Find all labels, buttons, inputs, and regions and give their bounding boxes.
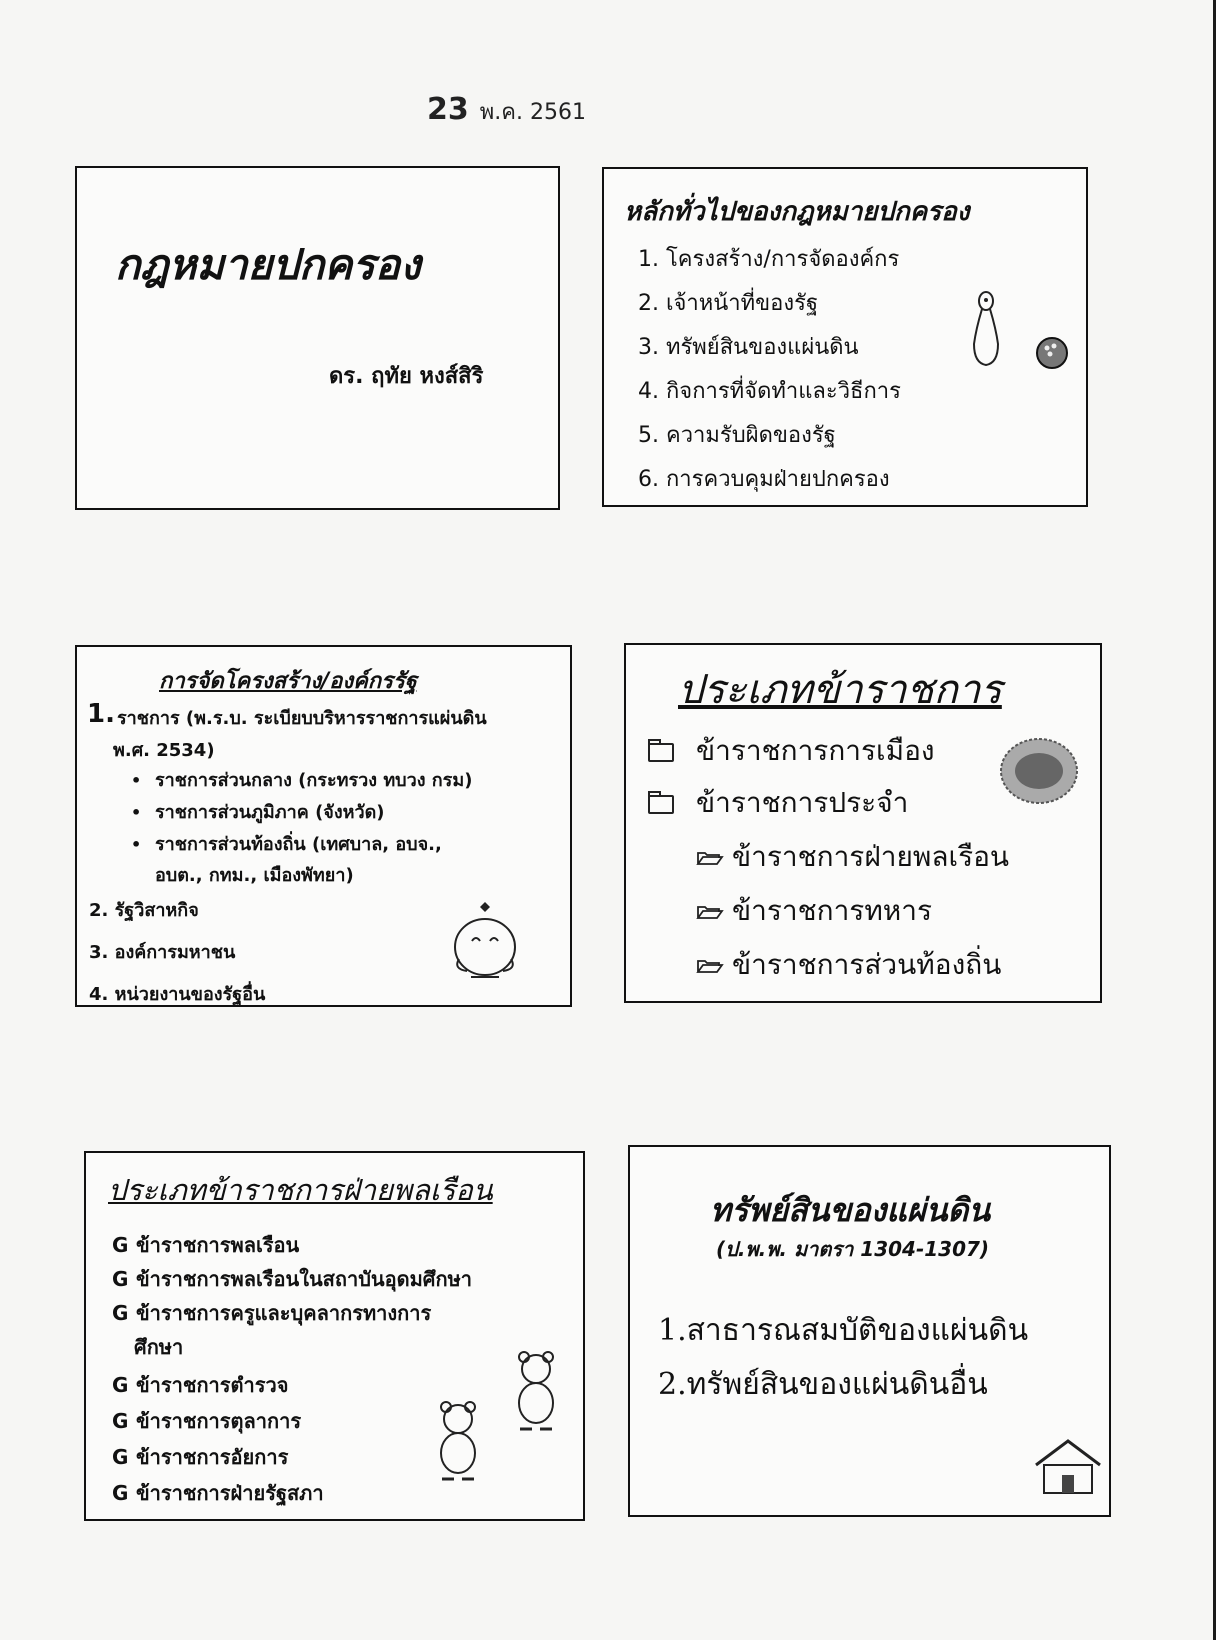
folder-icon [648,795,674,814]
servant-main-item-text: ข้าราชการการเมือง [696,734,935,767]
servant-main-item-text: ข้าราชการประจำ [696,786,909,819]
slide-state-property-subtitle: (ป.พ.พ. มาตรา 1304-1307) [716,1237,990,1261]
principle-item: 4. กิจการที่จัดทำและวิธีการ [638,379,901,404]
civilian-item-text: ข้าราชการพลเรือนในสถาบันอุดมศึกษา [136,1267,472,1291]
civilian-item-text: ข้าราชการตำรวจ [136,1373,289,1397]
folder-icon [648,743,674,762]
civilian-item-text: ข้าราชการครูและบุคลากรทางการ [136,1301,432,1325]
principle-item: 5. ความรับผิดของรัฐ [638,423,836,448]
bullet-g-icon: G [112,1373,129,1397]
servant-sub-item-text: ข้าราชการส่วนท้องถิ่น [732,948,1002,981]
slide-civil-servant-types-title: ประเภทข้าราชการ [678,667,1002,713]
civilian-item [112,1477,324,1509]
servant-sub-item-text: ข้าราชการฝ่ายพลเรือน [732,840,1010,873]
structure-item: 2. รัฐวิสาหกิจ [89,900,199,921]
date-day: 23 [427,92,469,127]
bullet-g-icon: G [112,1233,129,1257]
bullet-dot: • [131,803,142,822]
house-icon [1030,1435,1106,1499]
slide-title [75,166,560,510]
structure-bullet-text: ราชการส่วนกลาง (กระทรวง ทบวง กรม) [155,770,473,791]
slide-organization-structure-title: การจัดโครงสร้าง/องค์กรรัฐ [159,669,417,694]
civilian-item-text: ข้าราชการฝ่ายรัฐสภา [136,1481,324,1505]
slide-title-author: ดร. ฤทัย หงส์สิริ [329,364,484,389]
slide-civilian-servant-types [84,1151,585,1521]
structure-bullet-text: ราชการส่วนท้องถิ่น (เทศบาล, อบจ., [155,834,442,855]
servant-sub-item-text: ข้าราชการทหาร [732,894,933,927]
open-folder-icon [696,958,724,974]
servant-sub-item [696,835,1009,879]
bullet-dot: • [131,771,142,790]
servant-sub-item [696,889,932,933]
structure-item-number: 1. [87,699,115,729]
servant-main-item [648,781,908,825]
civilian-item [112,1229,299,1261]
bullet-g-icon: G [112,1481,129,1505]
slide-state-property [628,1145,1111,1517]
shell-icon [996,733,1082,809]
bullet-g-icon: G [112,1301,129,1325]
slide-state-property-title: ทรัพย์สินของแผ่นดิน [710,1191,991,1229]
civilian-item [112,1369,288,1401]
structure-bullet [131,765,472,794]
open-folder-icon [696,904,724,920]
slide-organization-structure [75,645,572,1007]
structure-item: 3. องค์การมหาชน [89,942,236,963]
bullet-g-icon: G [112,1267,129,1291]
principle-item: 1. โครงสร้าง/การจัดองค์กร [638,247,900,272]
bowling-ball-icon [1034,335,1070,371]
structure-item-text: ราชการ (พ.ร.บ. ระเบียบบริหารราชการแผ่นดิน [117,708,487,729]
teddy-bear-icon [506,1349,566,1435]
structure-bullet-text: ราชการส่วนภูมิภาค (จังหวัด) [155,802,385,823]
principle-item: 6. การควบคุมฝ่ายปกครอง [638,467,890,492]
structure-item: 4. หน่วยงานของรัฐอื่น [89,984,266,1005]
date-month-year: พ.ค. 2561 [479,100,586,125]
civilian-item-text: ข้าราชการตุลาการ [136,1409,302,1433]
cartoon-face-icon [445,897,525,987]
bowling-pin-icon [966,289,1006,369]
teddy-bear-icon [428,1399,488,1485]
principle-item: 2. เจ้าหน้าที่ของรัฐ [638,291,819,316]
civilian-item-text: ข้าราชการพลเรือน [136,1233,300,1257]
slide-civilian-servant-types-title: ประเภทข้าราชการฝ่ายพลเรือน [108,1173,493,1207]
structure-bullet [131,797,385,826]
civilian-item [112,1441,288,1473]
handwritten-date [427,92,586,129]
bullet-g-icon: G [112,1445,129,1469]
civilian-item [112,1405,301,1437]
slide-title-heading: กฎหมายปกครอง [115,240,421,289]
servant-sub-item [696,943,1001,987]
civilian-item-text: ข้าราชการอัยการ [136,1445,289,1469]
structure-item-text-continued: พ.ศ. 2534) [113,740,215,761]
servant-main-item [648,729,935,773]
principle-item: 3. ทรัพย์สินของแผ่นดิน [638,335,859,360]
bullet-dot: • [131,835,142,854]
civilian-item [112,1297,431,1329]
structure-bullet [131,829,442,858]
open-folder-icon [696,850,724,866]
property-item: 1.สาธารณสมบัติของแผ่นดิน [658,1313,1029,1348]
property-item: 2.ทรัพย์สินของแผ่นดินอื่น [658,1367,988,1402]
civilian-item [112,1263,472,1295]
structure-bullet-continued: อบต., กทม., เมืองพัทยา) [155,865,354,886]
slide-general-principles-title: หลักทั่วไปของกฎหมายปกครอง [624,197,970,227]
bullet-g-icon: G [112,1409,129,1433]
slide-general-principles [602,167,1088,507]
civilian-item-continued: ศึกษา [134,1335,184,1359]
slide-civil-servant-types [624,643,1102,1003]
